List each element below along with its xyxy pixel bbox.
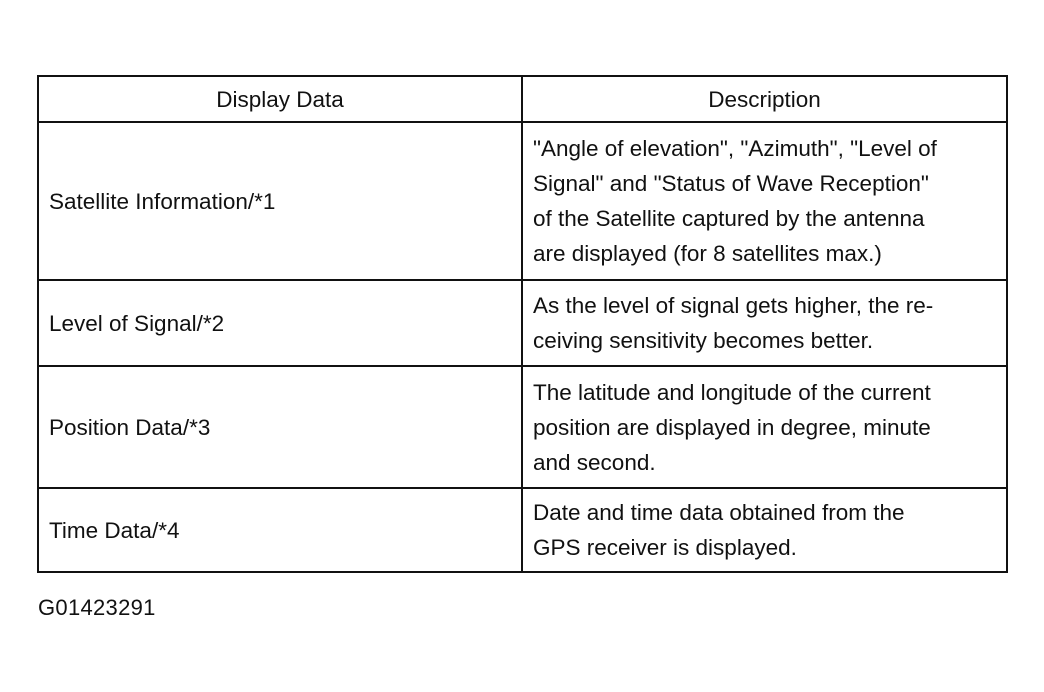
- table-row: [38, 488, 1007, 572]
- description-line: position are displayed in degree, minute: [533, 414, 931, 440]
- table-row: [38, 366, 1007, 488]
- description-line: The latitude and longitude of the current: [533, 379, 931, 405]
- description-cell: [522, 122, 1007, 280]
- description-line: GPS receiver is displayed.: [533, 535, 797, 560]
- display-data-cell: Level of Signal/*2: [38, 280, 522, 366]
- description-cell: [522, 488, 1007, 572]
- gps-display-data-table: [37, 75, 1008, 573]
- display-data-cell: Satellite Information/*1: [38, 122, 522, 280]
- description-cell: [522, 280, 1007, 366]
- description-line: Date and time data obtained from the: [533, 500, 905, 525]
- header-description: Description: [522, 76, 1007, 122]
- description-line: are displayed (for 8 satellites max.): [533, 241, 882, 266]
- display-data-cell: Time Data/*4: [38, 488, 522, 572]
- table-row: [38, 280, 1007, 366]
- description-line: of the Satellite captured by the antenna: [533, 206, 925, 231]
- description-line: Signal" and "Status of Wave Reception": [533, 171, 929, 196]
- description-cell: [522, 366, 1007, 488]
- description-line: and second.: [533, 449, 656, 475]
- table-row: [38, 122, 1007, 280]
- description-line: "Angle of elevation", "Azimuth", "Level of: [533, 136, 937, 161]
- description-line: As the level of signal gets higher, the re-: [533, 293, 934, 318]
- description-line: ceiving sensitivity becomes better.: [533, 328, 874, 353]
- table-header-row: [38, 76, 1007, 122]
- header-display-data: Display Data: [38, 76, 522, 122]
- display-data-cell: Position Data/*3: [38, 366, 522, 488]
- figure-id: G01423291: [38, 595, 156, 620]
